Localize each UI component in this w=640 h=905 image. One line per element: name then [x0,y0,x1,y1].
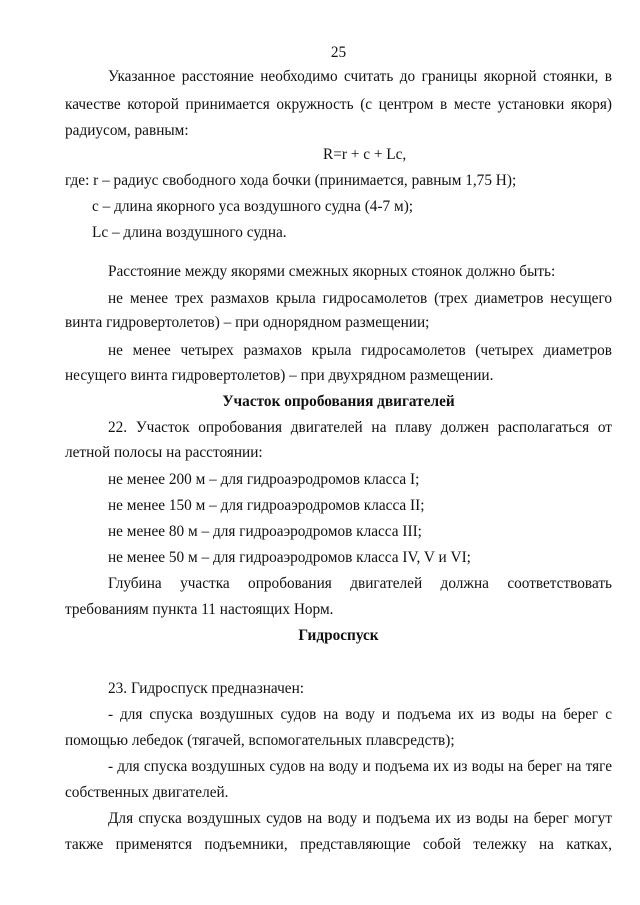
distance-class-3: не менее 80 м – для гидроаэродромов класса III; [108,523,422,540]
distance-class-1: не менее 200 м – для гидроаэродромов класса I; [108,471,420,488]
distance-class-2: не менее 150 м – для гидроаэродромов класса II; [108,497,425,514]
spacing-single-line-1: не менее трех размахов крыла гидросамолетов (трех диаметров несущего [108,290,612,307]
spacing-single-line-2: винта гидровертолетов) – при однорядном размещении; [65,314,430,331]
spacing-intro: Расстояние между якорями смежных якорных стоянок должно быть: [108,263,556,280]
depth-line-1: Глубина участка опробования двигателей должна соответствовать [108,575,612,592]
distance-class-4-6: не менее 50 м – для гидроаэродромов класса IV, V и VI; [108,549,471,566]
lifts-line-1: Для спуска воздушных судов на воду и подъема их из воды на берег могут [108,810,612,827]
anchorage-paragraph-line-1: Указанное расстояние необходимо считать до границы якорной стоянки, в [108,68,612,85]
clause-22-line-1: 22. Участок опробования двигателей на плаву должен располагаться от [108,419,612,436]
clause-23: 23. Гидроспуск предназначен: [108,680,305,697]
slipway-heading: Гидроспуск [298,627,379,644]
lifts-line-2: также применятся подъемники, представляющие собой тележку на катках, [65,836,612,853]
clause-22-line-2: летной полосы на расстоянии: [65,444,263,461]
slipway-item-2-line-1: - для спуска воздушных судов на воду и подъема их из воды на берег на тяге [108,758,612,775]
anchorage-paragraph-line-2: качестве которой принимается окружность (с центром в месте установки якоря) [65,96,612,113]
anchorage-paragraph-line-3: радиусом, равным: [65,122,189,139]
page-number: 25 [330,44,347,61]
slipway-item-1-line-2: помощью лебедок (тягачей, вспомогательных плавсредств); [65,732,455,749]
spacing-double-line-2: несущего винта гидровертолетов) – при двухрядном размещении. [65,367,494,384]
definition-r: где: r – радиус свободного хода бочки (принимается, равным 1,75 Н); [65,172,517,189]
definition-lc: Lc – длина воздушного судна. [92,224,287,241]
formula: R=r + c + Lc, [323,146,407,163]
slipway-item-2-line-2: собственных двигателей. [65,784,229,801]
depth-line-2: требованиям пункта 11 настоящих Норм. [65,601,334,618]
spacing-double-line-1: не менее четырех размахов крыла гидросамолетов (четырех диаметров [108,342,612,359]
engine-test-heading: Участок опробования двигателей [222,393,455,410]
slipway-item-1-line-1: - для спуска воздушных судов на воду и подъема их из воды на берег с [108,706,612,723]
definition-c: с – длина якорного уса воздушного судна (4-7 м); [92,198,414,215]
